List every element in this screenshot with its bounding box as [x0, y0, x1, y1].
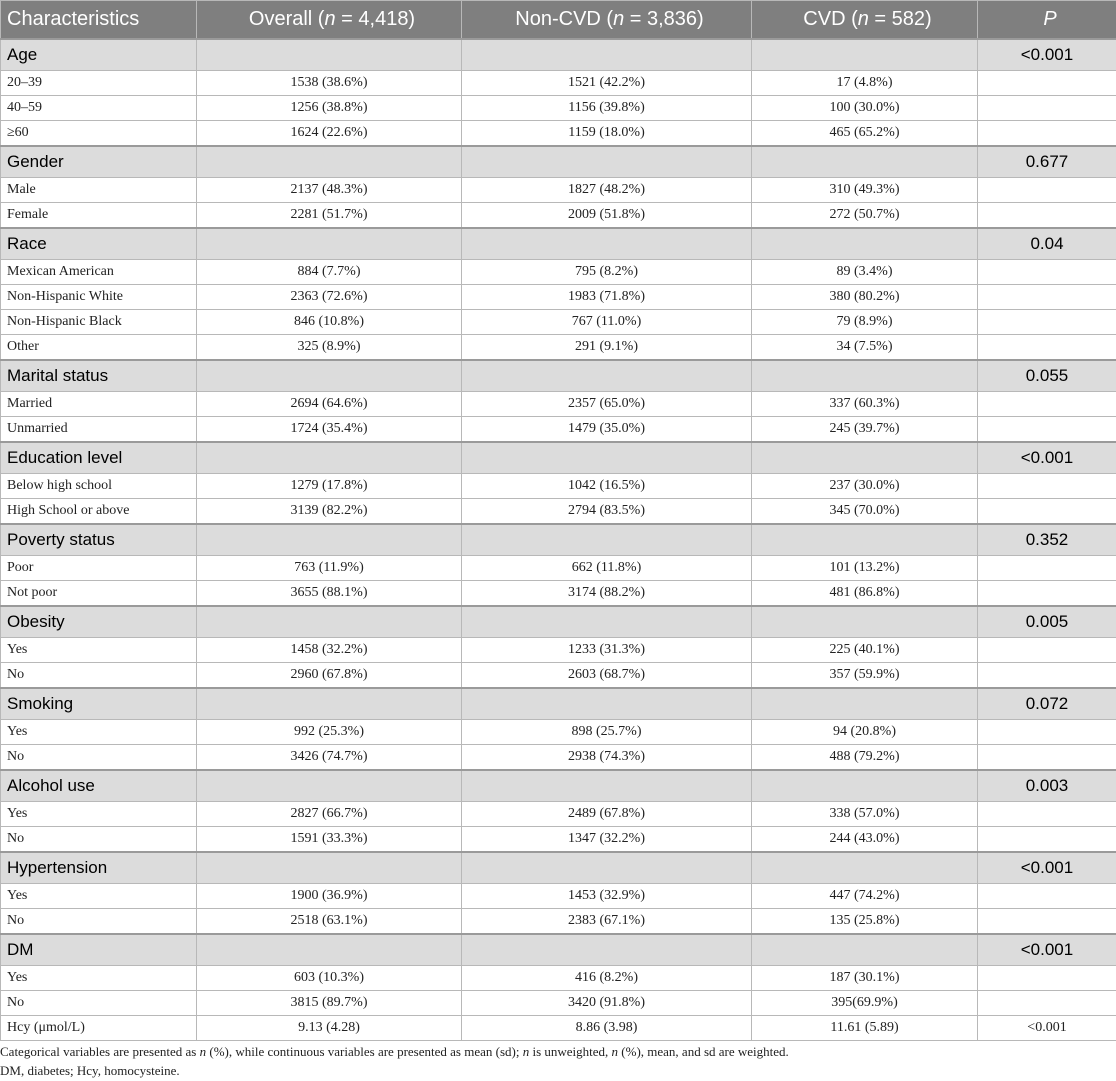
row-label: Yes [1, 802, 197, 827]
group-header-row [1, 934, 1116, 966]
table-row [1, 720, 1116, 745]
footnote-line-2: DM, diabetes; Hcy, homocysteine. [0, 1063, 180, 1078]
group-label: Poverty status [1, 524, 197, 556]
row-p-empty [978, 392, 1116, 417]
overall-value: 1900 (36.9%) [197, 884, 462, 909]
group-empty-overall-cell [197, 228, 462, 260]
row-label: No [1, 991, 197, 1016]
cvd-value: 34 (7.5%) [752, 335, 978, 361]
table-row [1, 499, 1116, 525]
group-empty-cvd-cell [752, 39, 978, 71]
overall-value: 846 (10.8%) [197, 310, 462, 335]
group-empty-noncvd-cell [462, 39, 752, 71]
noncvd-value: 2489 (67.8%) [462, 802, 752, 827]
row-p-empty [978, 260, 1116, 285]
overall-value: 1458 (32.2%) [197, 638, 462, 663]
table-row [1, 663, 1116, 689]
row-label: Yes [1, 884, 197, 909]
cvd-value: 447 (74.2%) [752, 884, 978, 909]
group-header-row [1, 688, 1116, 720]
group-empty-noncvd-cell [462, 146, 752, 178]
cvd-value: 79 (8.9%) [752, 310, 978, 335]
table-body [1, 39, 1116, 1041]
row-label: Non-Hispanic Black [1, 310, 197, 335]
row-label: Non-Hispanic White [1, 285, 197, 310]
overall-value: 1538 (38.6%) [197, 71, 462, 96]
group-empty-overall-cell [197, 852, 462, 884]
group-header-row [1, 606, 1116, 638]
group-empty-overall-cell [197, 39, 462, 71]
cvd-value: 135 (25.8%) [752, 909, 978, 935]
header-noncvd [462, 1, 752, 40]
row-p-empty [978, 335, 1116, 361]
overall-value: 884 (7.7%) [197, 260, 462, 285]
footnote-n: n [199, 1044, 207, 1059]
cvd-value: 465 (65.2%) [752, 121, 978, 147]
group-empty-cvd-cell [752, 934, 978, 966]
table-row [1, 71, 1116, 96]
overall-value: 3426 (74.7%) [197, 745, 462, 771]
overall-value: 2827 (66.7%) [197, 802, 462, 827]
table-row [1, 285, 1116, 310]
header-cvd [752, 1, 978, 40]
cvd-value: 11.61 (5.89) [752, 1016, 978, 1041]
group-label: Age [1, 39, 197, 71]
overall-value: 992 (25.3%) [197, 720, 462, 745]
row-p-empty [978, 499, 1116, 525]
table-row [1, 966, 1116, 991]
row-p-empty [978, 966, 1116, 991]
table-row [1, 96, 1116, 121]
group-p-value: <0.001 [978, 852, 1116, 884]
table-row [1, 310, 1116, 335]
row-label: 40–59 [1, 96, 197, 121]
table-row [1, 260, 1116, 285]
row-p-empty [978, 827, 1116, 853]
group-label: Hypertension [1, 852, 197, 884]
table-row [1, 827, 1116, 853]
noncvd-value: 2009 (51.8%) [462, 203, 752, 229]
overall-value: 2518 (63.1%) [197, 909, 462, 935]
noncvd-value: 2383 (67.1%) [462, 909, 752, 935]
row-p-empty [978, 96, 1116, 121]
table-row [1, 203, 1116, 229]
group-empty-overall-cell [197, 524, 462, 556]
footnote-n: n [522, 1044, 530, 1059]
group-empty-overall-cell [197, 688, 462, 720]
overall-value: 603 (10.3%) [197, 966, 462, 991]
row-label: 20–39 [1, 71, 197, 96]
row-p-empty [978, 720, 1116, 745]
group-empty-overall-cell [197, 146, 462, 178]
noncvd-value: 1983 (71.8%) [462, 285, 752, 310]
group-p-value: 0.005 [978, 606, 1116, 638]
noncvd-value: 3420 (91.8%) [462, 991, 752, 1016]
cvd-value: 337 (60.3%) [752, 392, 978, 417]
group-empty-overall-cell [197, 360, 462, 392]
group-label: Gender [1, 146, 197, 178]
group-empty-noncvd-cell [462, 524, 752, 556]
group-empty-cvd-cell [752, 852, 978, 884]
group-p-value: 0.04 [978, 228, 1116, 260]
group-empty-overall-cell [197, 606, 462, 638]
table-row [1, 991, 1116, 1016]
row-p-empty [978, 310, 1116, 335]
header-overall-prefix: Overall ( [248, 8, 325, 30]
row-p-empty [978, 178, 1116, 203]
group-empty-cvd-cell [752, 688, 978, 720]
header-noncvd-prefix: Non-CVD ( [515, 8, 614, 30]
table-row [1, 474, 1116, 499]
noncvd-value: 1159 (18.0%) [462, 121, 752, 147]
group-empty-cvd-cell [752, 360, 978, 392]
cvd-value: 89 (3.4%) [752, 260, 978, 285]
group-p-value: 0.055 [978, 360, 1116, 392]
row-label: Poor [1, 556, 197, 581]
cvd-value: 272 (50.7%) [752, 203, 978, 229]
cvd-value: 187 (30.1%) [752, 966, 978, 991]
row-label: ≥60 [1, 121, 197, 147]
table-row [1, 556, 1116, 581]
cvd-value: 488 (79.2%) [752, 745, 978, 771]
table-row [1, 581, 1116, 607]
noncvd-value: 8.86 (3.98) [462, 1016, 752, 1041]
noncvd-value: 2603 (68.7%) [462, 663, 752, 689]
footnote-text: is unweighted, [529, 1044, 612, 1059]
row-label: Yes [1, 966, 197, 991]
group-empty-overall-cell [197, 442, 462, 474]
overall-value: 3655 (88.1%) [197, 581, 462, 607]
group-label: DM [1, 934, 197, 966]
group-p-value: 0.072 [978, 688, 1116, 720]
table-row [1, 335, 1116, 361]
noncvd-value: 898 (25.7%) [462, 720, 752, 745]
noncvd-value: 1479 (35.0%) [462, 417, 752, 443]
row-p-empty [978, 417, 1116, 443]
footnote-text: (%), mean, and sd are weighted. [618, 1044, 789, 1059]
header-overall-n: n [324, 8, 336, 30]
table-row [1, 909, 1116, 935]
noncvd-value: 1521 (42.2%) [462, 71, 752, 96]
cvd-value: 100 (30.0%) [752, 96, 978, 121]
group-label: Obesity [1, 606, 197, 638]
table-row [1, 884, 1116, 909]
cvd-value: 380 (80.2%) [752, 285, 978, 310]
overall-value: 2137 (48.3%) [197, 178, 462, 203]
row-label: Other [1, 335, 197, 361]
group-header-row [1, 228, 1116, 260]
header-noncvd-n: n [613, 8, 625, 30]
cvd-value: 310 (49.3%) [752, 178, 978, 203]
table-row [1, 802, 1116, 827]
group-empty-noncvd-cell [462, 852, 752, 884]
table-row [1, 638, 1116, 663]
table-row [1, 178, 1116, 203]
group-empty-noncvd-cell [462, 360, 752, 392]
cvd-value: 345 (70.0%) [752, 499, 978, 525]
table-row [1, 745, 1116, 771]
noncvd-value: 1233 (31.3%) [462, 638, 752, 663]
group-header-row [1, 852, 1116, 884]
overall-value: 1724 (35.4%) [197, 417, 462, 443]
group-empty-noncvd-cell [462, 688, 752, 720]
row-p-value: <0.001 [978, 1016, 1116, 1041]
group-empty-overall-cell [197, 770, 462, 802]
group-empty-noncvd-cell [462, 228, 752, 260]
group-p-value: <0.001 [978, 39, 1116, 71]
cvd-value: 237 (30.0%) [752, 474, 978, 499]
overall-value: 1279 (17.8%) [197, 474, 462, 499]
noncvd-value: 767 (11.0%) [462, 310, 752, 335]
noncvd-value: 291 (9.1%) [462, 335, 752, 361]
row-label: Male [1, 178, 197, 203]
group-label: Marital status [1, 360, 197, 392]
overall-value: 2281 (51.7%) [197, 203, 462, 229]
row-label: Yes [1, 638, 197, 663]
footnote-line-1 [0, 1042, 1116, 1061]
row-label: Mexican American [1, 260, 197, 285]
overall-value: 1624 (22.6%) [197, 121, 462, 147]
row-label: Not poor [1, 581, 197, 607]
header-noncvd-suffix: = 3,836) [624, 8, 704, 30]
group-header-row [1, 524, 1116, 556]
group-empty-noncvd-cell [462, 442, 752, 474]
cvd-value: 338 (57.0%) [752, 802, 978, 827]
cvd-value: 357 (59.9%) [752, 663, 978, 689]
overall-value: 3815 (89.7%) [197, 991, 462, 1016]
header-overall-suffix: = 4,418) [335, 8, 416, 30]
footnote-text: Categorical variables are presented as [0, 1044, 200, 1059]
header-p-label: P [1043, 8, 1057, 30]
row-label: Female [1, 203, 197, 229]
row-p-empty [978, 121, 1116, 147]
row-label: No [1, 909, 197, 935]
group-label: Race [1, 228, 197, 260]
group-label: Education level [1, 442, 197, 474]
overall-value: 325 (8.9%) [197, 335, 462, 361]
group-empty-noncvd-cell [462, 606, 752, 638]
group-empty-cvd-cell [752, 228, 978, 260]
overall-value: 2694 (64.6%) [197, 392, 462, 417]
noncvd-value: 2938 (74.3%) [462, 745, 752, 771]
overall-value: 3139 (82.2%) [197, 499, 462, 525]
noncvd-value: 2357 (65.0%) [462, 392, 752, 417]
table-row-hcy [1, 1016, 1116, 1041]
table-row [1, 392, 1116, 417]
group-empty-cvd-cell [752, 606, 978, 638]
noncvd-value: 795 (8.2%) [462, 260, 752, 285]
noncvd-value: 416 (8.2%) [462, 966, 752, 991]
header-cvd-n: n [857, 8, 869, 30]
row-p-empty [978, 991, 1116, 1016]
header-characteristics [1, 1, 197, 40]
cvd-value: 481 (86.8%) [752, 581, 978, 607]
overall-value: 2363 (72.6%) [197, 285, 462, 310]
group-header-row [1, 442, 1116, 474]
group-empty-noncvd-cell [462, 770, 752, 802]
noncvd-value: 3174 (88.2%) [462, 581, 752, 607]
overall-value: 9.13 (4.28) [197, 1016, 462, 1041]
noncvd-value: 1156 (39.8%) [462, 96, 752, 121]
overall-value: 2960 (67.8%) [197, 663, 462, 689]
noncvd-value: 1453 (32.9%) [462, 884, 752, 909]
cvd-value: 225 (40.1%) [752, 638, 978, 663]
noncvd-value: 1347 (32.2%) [462, 827, 752, 853]
row-p-empty [978, 638, 1116, 663]
header-p [978, 1, 1116, 40]
row-p-empty [978, 203, 1116, 229]
noncvd-value: 2794 (83.5%) [462, 499, 752, 525]
row-p-empty [978, 581, 1116, 607]
footnote-text: (%), while continuous variables are presented as mean (sd); [206, 1044, 523, 1059]
group-p-value: 0.677 [978, 146, 1116, 178]
table-footnotes [0, 1042, 1116, 1080]
row-p-empty [978, 663, 1116, 689]
row-label: No [1, 745, 197, 771]
row-p-empty [978, 745, 1116, 771]
row-label: Unmarried [1, 417, 197, 443]
noncvd-value: 1042 (16.5%) [462, 474, 752, 499]
group-header-row [1, 146, 1116, 178]
footnote-n: n [611, 1044, 619, 1059]
row-p-empty [978, 884, 1116, 909]
overall-value: 763 (11.9%) [197, 556, 462, 581]
row-label: Hcy (μmol/L) [1, 1016, 197, 1041]
row-label: Married [1, 392, 197, 417]
row-label: High School or above [1, 499, 197, 525]
group-header-row [1, 39, 1116, 71]
noncvd-value: 662 (11.8%) [462, 556, 752, 581]
cvd-value: 101 (13.2%) [752, 556, 978, 581]
overall-value: 1591 (33.3%) [197, 827, 462, 853]
group-p-value: 0.352 [978, 524, 1116, 556]
group-label: Smoking [1, 688, 197, 720]
cvd-value: 94 (20.8%) [752, 720, 978, 745]
header-overall [197, 1, 462, 40]
header-cvd-suffix: = 582) [868, 8, 932, 30]
group-label: Alcohol use [1, 770, 197, 802]
row-label: Yes [1, 720, 197, 745]
group-p-value: 0.003 [978, 770, 1116, 802]
row-label: Below high school [1, 474, 197, 499]
group-header-row [1, 360, 1116, 392]
row-p-empty [978, 71, 1116, 96]
group-p-value: <0.001 [978, 442, 1116, 474]
cvd-value: 244 (43.0%) [752, 827, 978, 853]
group-empty-noncvd-cell [462, 934, 752, 966]
row-label: No [1, 827, 197, 853]
group-header-row [1, 770, 1116, 802]
cvd-value: 17 (4.8%) [752, 71, 978, 96]
group-p-value: <0.001 [978, 934, 1116, 966]
row-p-empty [978, 802, 1116, 827]
table-row [1, 417, 1116, 443]
noncvd-value: 1827 (48.2%) [462, 178, 752, 203]
group-empty-cvd-cell [752, 442, 978, 474]
row-p-empty [978, 285, 1116, 310]
row-label: No [1, 663, 197, 689]
group-empty-cvd-cell [752, 770, 978, 802]
cvd-value: 395(69.9%) [752, 991, 978, 1016]
group-empty-cvd-cell [752, 146, 978, 178]
table-row [1, 121, 1116, 147]
overall-value: 1256 (38.8%) [197, 96, 462, 121]
row-p-empty [978, 556, 1116, 581]
cvd-value: 245 (39.7%) [752, 417, 978, 443]
header-row [1, 1, 1116, 40]
group-empty-cvd-cell [752, 524, 978, 556]
table-header [1, 1, 1116, 40]
header-cvd-prefix: CVD ( [803, 8, 858, 30]
row-p-empty [978, 909, 1116, 935]
row-p-empty [978, 474, 1116, 499]
header-characteristics-label: Characteristics [7, 8, 140, 30]
group-empty-overall-cell [197, 934, 462, 966]
